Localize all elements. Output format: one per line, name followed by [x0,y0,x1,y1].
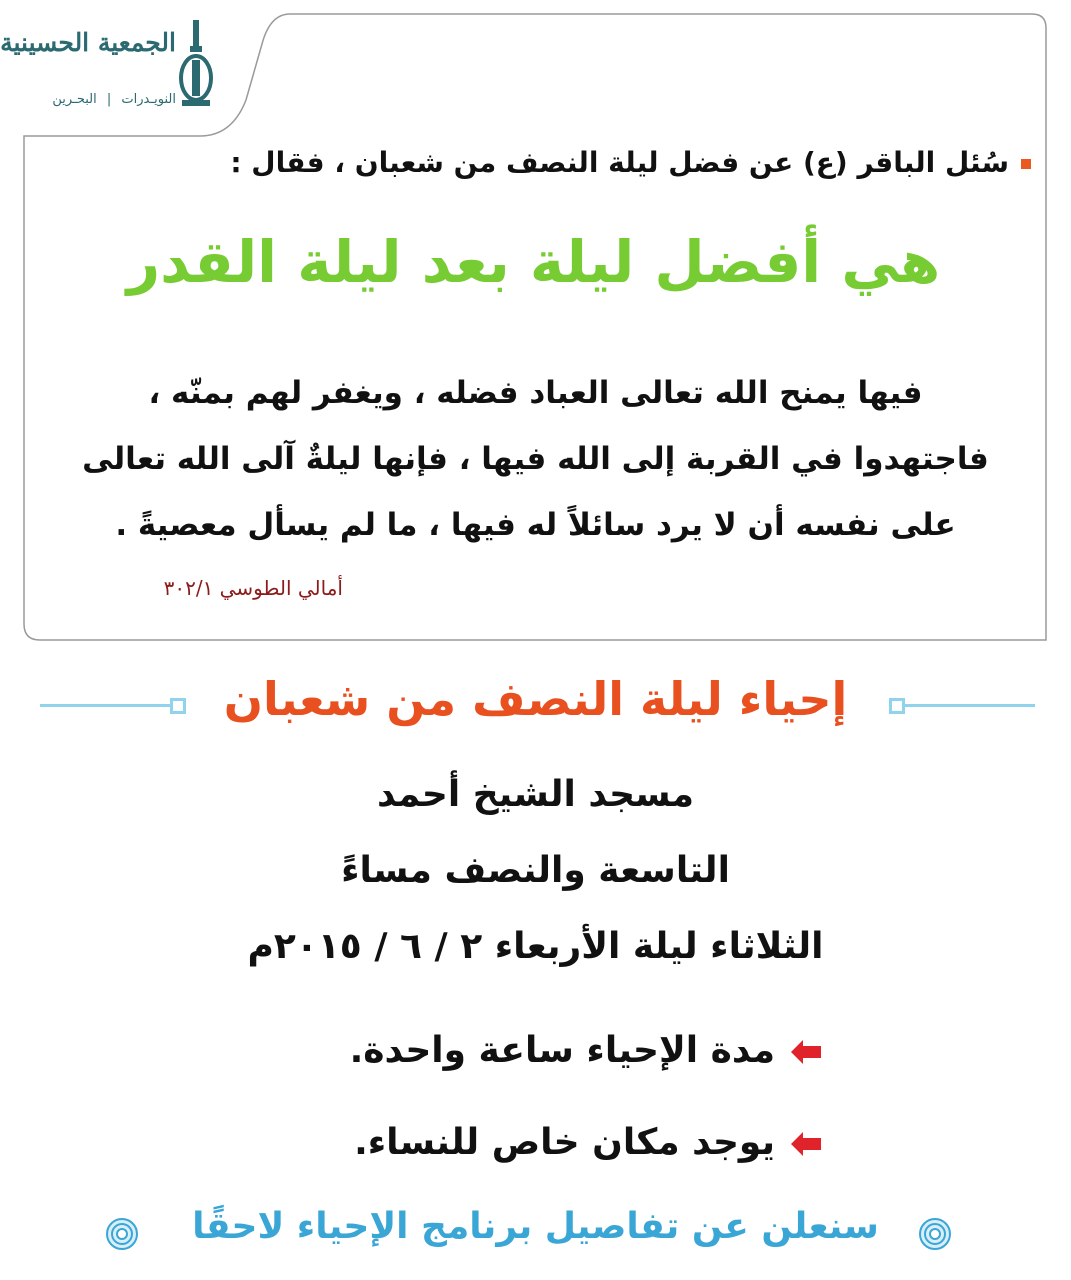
ring-icon [104,1216,140,1252]
minaret-icon [176,16,216,112]
hadith-question [131,146,1031,179]
hadith-question-text: سُئل الباقر (ع) عن فضل ليلة النصف من شعبان ، فقال : [230,146,1009,179]
event-venue: مسجد الشيخ أحمد [376,774,695,815]
arrow-left-icon [791,1132,821,1156]
note-duration: مدة الإحياء ساعة واحدة. [349,1030,775,1071]
footer-announcement: سنعلن عن تفاصيل برنامج الإحياء لاحقًا [192,1206,879,1247]
logo-location-right: البحـرين [52,92,97,107]
arrow-left-icon [791,1040,821,1064]
hadith-line-1: فيها يمنح الله تعالى العباد فضله ، ويغفر لهم بمنّه ، [148,375,923,411]
note-women-space: يوجد مكان خاص للنساء. [354,1122,775,1163]
hadith-citation: أمالي الطوسي ٣٠٢/١ [163,576,343,600]
footer-row [0,1196,1071,1266]
event-date: الثلاثاء ليلة الأربعاء ٢ / ٦ / ٢٠١٥م [247,926,824,967]
logo-name: الجمعية الحسينية [0,28,176,57]
logo [0,14,220,114]
logo-location [52,92,176,107]
decorative-square-left [170,698,186,714]
event-title: إحياء ليلة النصف من شعبان [223,672,848,726]
hadith-headline: هي أفضل ليلة بعد ليلة القدر [126,228,941,296]
hadith-line-2: فاجتهدوا في القربة إلى الله فيها ، فإنها ليلةٌ آلى الله تعالى [82,441,989,477]
event-time: التاسعة والنصف مساءً [341,850,730,891]
hadith-body [70,360,1001,558]
event-title-row [0,672,1071,742]
square-bullet-icon [1021,159,1031,169]
logo-location-left: النويـدرات [121,92,176,107]
logo-separator: | [106,92,112,107]
decorative-line-left [40,704,170,707]
note-item [350,1030,821,1071]
ring-icon [917,1216,953,1252]
decorative-square-right [889,698,905,714]
hadith-line-3: على نفسه أن لا يرد سائلاً له فيها ، ما لم يسأل معصيةً . [115,507,956,543]
note-item [354,1122,821,1163]
decorative-line-right [905,704,1035,707]
